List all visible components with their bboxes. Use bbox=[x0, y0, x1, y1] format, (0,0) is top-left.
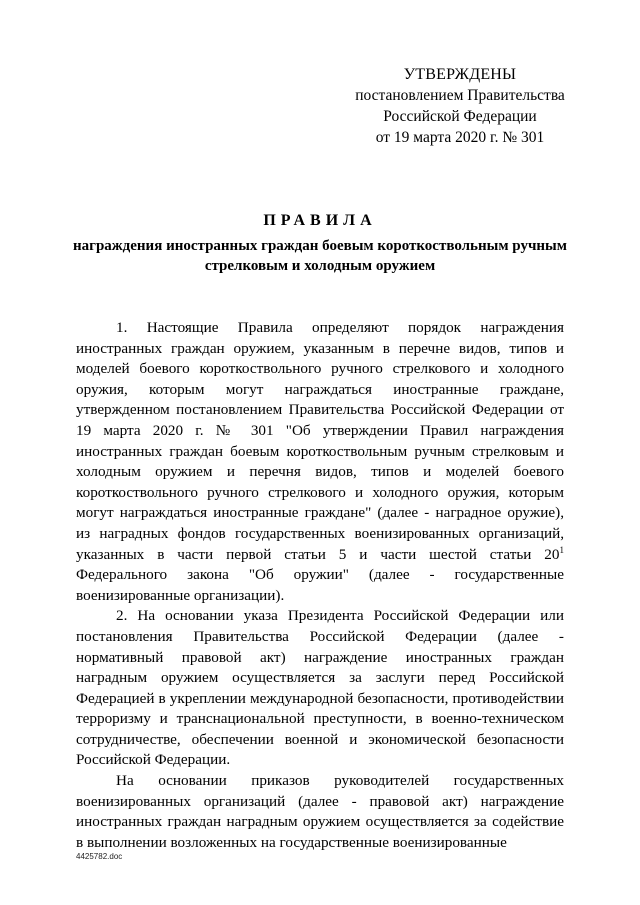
document-subtitle: награждения иностранных граждан боевым короткоствольным ручным стрелковым и холодным оружием bbox=[73, 238, 567, 274]
paragraph-1 bbox=[76, 318, 564, 606]
paragraph-1-text: 1. Настоящие Правила определяют порядок награждения иностранных граждан оружием, указанным в перечне видов, типов и моделей боевого короткоствольного ручного стрелкового и холодного оружия, которым могут награждаться иностранные граждане, утвержденном постановлением Правительства Российской Федерации от 19 марта 2020 г. № 301 "Об утверждении Правил награждения иностранных граждан боевым короткоствольным ручным стрелковым и холодным оружием и перечня видов, типов и моделей боевого короткоствольного ручного стрелкового и холодного оружия, которым могут награждаться иностранные граждане" (далее - наградное оружие), из наградных фондов государственных военизированных организаций, указанных в части первой статьи 5 и части шестой статьи 20 bbox=[76, 319, 564, 563]
file-name-footer: 4425782.doc bbox=[76, 852, 123, 861]
document-body bbox=[76, 318, 564, 853]
approval-heading: УТВЕРЖДЕНЫ bbox=[403, 66, 517, 83]
superscript-1: 1 bbox=[559, 544, 564, 555]
approval-line-3: от 19 марта 2020 г. № 301 bbox=[375, 129, 545, 146]
paragraph-1-tail: Федерального закона "Об оружии" (далее - государственные военизированные организации). bbox=[76, 566, 564, 604]
approval-stamp bbox=[340, 64, 580, 148]
paragraph-2: 2. На основании указа Президента Российской Федерации или постановления Правительства Российской Федерации (далее - нормативный правовой акт) награждение иностранных граждан наградным оружием осуществляется за заслуги перед Российской Федерацией в укреплении международной безопасности, противодействии терроризму и транснациональной преступности, в военно-техническом сотрудничестве, обеспечении военной и экономической безопасности Российской Федерации. bbox=[76, 607, 564, 769]
paragraph-3: На основании приказов руководителей государственных военизированных организаций (далее - правовой акт) награждение иностранных граждан наградным оружием осуществляется за содействие в выполнении возложенных на государственные военизированные bbox=[76, 772, 564, 851]
document-title: ПРАВИЛА bbox=[263, 212, 377, 229]
approval-line-1: постановлением Правительства bbox=[355, 87, 565, 104]
approval-line-2: Российской Федерации bbox=[383, 108, 537, 125]
